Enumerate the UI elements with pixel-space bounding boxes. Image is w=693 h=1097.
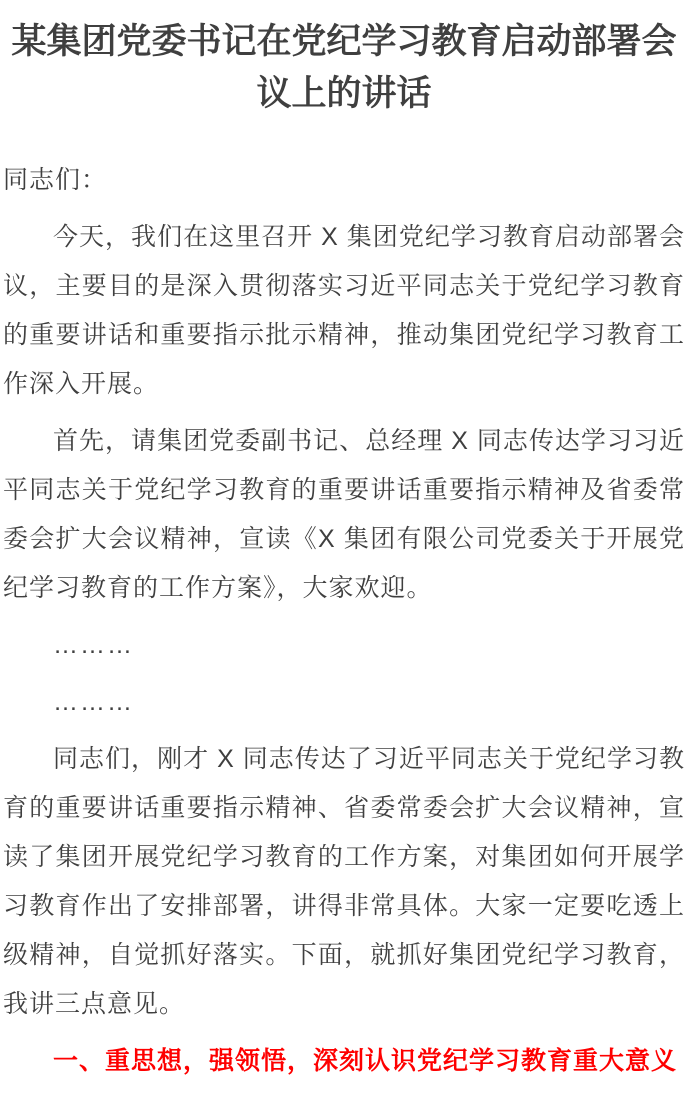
document-title-line-1: 某集团党委书记在党纪学习教育启动部署会: [11, 22, 677, 61]
paragraph-summary: 同志们，刚才 X 同志传达了习近平同志关于党纪学习教育的重要讲话重要指示精神、省委常委会扩大会议精神，宣读了集团开展党纪学习教育的工作方案，对集团如何开展学习教育作出了安排部署，讲得非常具体。大家一定要吃透上级精神，自觉抓好落实。下面，就抓好集团党纪学习教育，我讲三点意见。: [3, 745, 685, 1018]
paragraph-announcement: 首先，请集团党委副书记、总经理 X 同志传达学习习近平同志关于党纪学习教育的重要讲话重要指示精神及省委常委会扩大会议精神，宣读《X 集团有限公司党委关于开展党纪学习教育的工作方案》，大家欢迎。: [3, 427, 685, 602]
paragraph-opening: 今天，我们在这里召开 X 集团党纪学习教育启动部署会议，主要目的是深入贯彻落实习近平同志关于党纪学习教育的重要讲话和重要指示批示精神，推动集团党纪学习教育工作深入开展。: [3, 223, 685, 398]
document-title-line-2: 议上的讲话: [256, 74, 432, 113]
ellipsis-line: ………: [53, 688, 134, 716]
salutation: 同志们：: [3, 166, 108, 194]
ellipsis-line: ………: [53, 631, 134, 659]
section-heading-red: 一、重思想，强领悟，深刻认识党纪学习教育重大意义: [53, 1047, 678, 1075]
document-title: [3, 16, 685, 120]
